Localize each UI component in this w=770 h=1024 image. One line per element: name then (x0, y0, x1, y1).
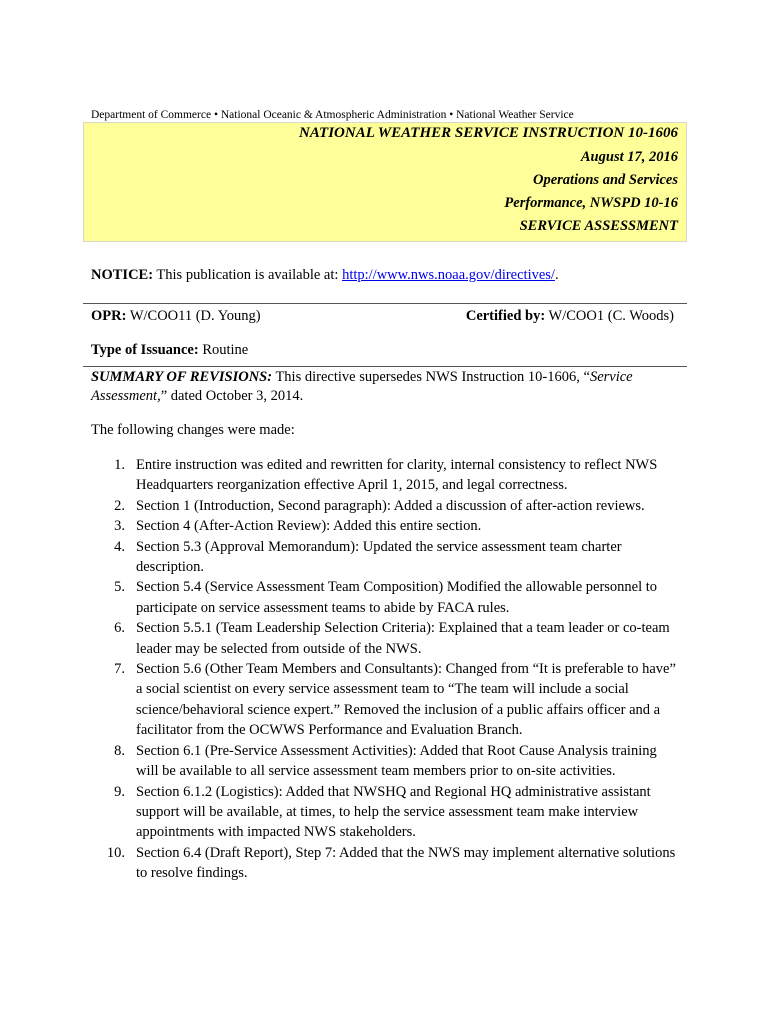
notice-text: This publication is available at: (156, 267, 339, 283)
divider-top (83, 303, 687, 304)
notice-label: NOTICE: (91, 267, 154, 283)
change-text: Section 5.4 (Service Assessment Team Composition) Modified the allowable personnel to participate on service assessment teams to abide by FACA rules. (136, 579, 658, 616)
change-item (91, 741, 681, 782)
change-number: 3. (114, 518, 125, 535)
instruction-title: NATIONAL WEATHER SERVICE INSTRUCTION 10-1606 (299, 125, 678, 141)
opr-line (91, 307, 261, 325)
directive-header-box (83, 122, 687, 242)
summary-text-after: ,” dated October 3, 2014. (157, 388, 304, 404)
change-number: 7. (114, 661, 125, 678)
changes-list (91, 455, 681, 884)
change-number: 1. (114, 457, 125, 473)
change-text: Section 5.5.1 (Team Leadership Selection Criteria): Explained that a team leader or co-team leader may be selected from outside of the NWS. (136, 620, 670, 657)
certified-label: Certified by: (465, 308, 546, 324)
divider-bottom (83, 366, 687, 367)
opr-label: OPR: (91, 308, 127, 324)
change-item (91, 537, 681, 578)
issuance-value: Routine (202, 342, 249, 358)
directives-link[interactable]: http://www.nws.noaa.gov/directives/ (342, 267, 555, 283)
change-number: 4. (114, 538, 125, 555)
change-item (91, 496, 681, 516)
change-number: 5. (114, 579, 125, 596)
summary-text-before: This directive supersedes NWS Instruction 10-1606, “ (275, 369, 590, 385)
change-number: 6. (114, 620, 125, 637)
change-text: Section 1 (Introduction, Second paragraph): Added a discussion of after-action reviews. (136, 497, 645, 514)
issuance-label: Type of Issuance: (91, 342, 199, 358)
notice-line (91, 266, 559, 284)
instruction-policy: Performance, NWSPD 10-16 (504, 195, 678, 211)
certified-value: W/COO1 (C. Woods) (548, 308, 674, 324)
change-item (91, 618, 681, 659)
changes-intro: The following changes were made: (91, 422, 295, 438)
instruction-subject: SERVICE ASSESSMENT (519, 218, 678, 234)
change-number: 10. (106, 844, 125, 861)
instruction-date: August 17, 2016 (580, 149, 678, 165)
issuance-line (91, 341, 248, 359)
change-item (91, 659, 681, 741)
opr-value: W/COO11 (D. Young) (129, 308, 261, 324)
change-number: 2. (114, 497, 125, 514)
change-item (91, 843, 681, 884)
change-text: Section 6.1 (Pre-Service Assessment Activities): Added that Root Cause Analysis training will be available to all service assessment team members prior to on-site activities. (136, 742, 657, 780)
change-item (91, 516, 681, 536)
change-text: Section 5.6 (Other Team Members and Consultants): Changed from “It is preferable to have” a social scientist on every service assessment team to “The team will include a social science/behavioral science expert.” Removed the inclusion of a public affairs officer and a facilitator from the OCWWS Performance and Evaluation Branch. (136, 661, 676, 739)
change-text: Section 5.3 (Approval Memorandum): Updated the service assessment team charter description. (136, 538, 622, 576)
change-number: 8. (114, 742, 125, 759)
change-item (91, 782, 681, 843)
department-line: Department of Commerce • National Oceanic & Atmospheric Administration • National Weather Service (91, 109, 574, 121)
summary-label: SUMMARY OF REVISIONS: (91, 369, 273, 385)
change-text: Entire instruction was edited and rewritten for clarity, internal consistency to reflect NWS Headquarters reorganization effective April 1, 2015, and legal correctness. (136, 457, 658, 494)
summary-title: Service Assessment (91, 369, 633, 404)
certified-line (466, 307, 674, 325)
notice-end: . (554, 267, 559, 283)
summary-of-revisions (91, 368, 681, 406)
change-text: Section 6.1.2 (Logistics): Added that NWSHQ and Regional HQ administrative assistant support will be available, at times, to help the service assessment team make interview appointments with impacted NWS stakeholders. (136, 783, 651, 841)
change-item (91, 455, 681, 496)
instruction-category: Operations and Services (533, 172, 678, 188)
change-text: Section 6.4 (Draft Report), Step 7: Added that the NWS may implement alternative solutions to resolve findings. (136, 844, 676, 882)
change-text: Section 4 (After-Action Review): Added this entire section. (136, 518, 482, 535)
change-number: 9. (114, 783, 125, 800)
change-item (91, 577, 681, 618)
